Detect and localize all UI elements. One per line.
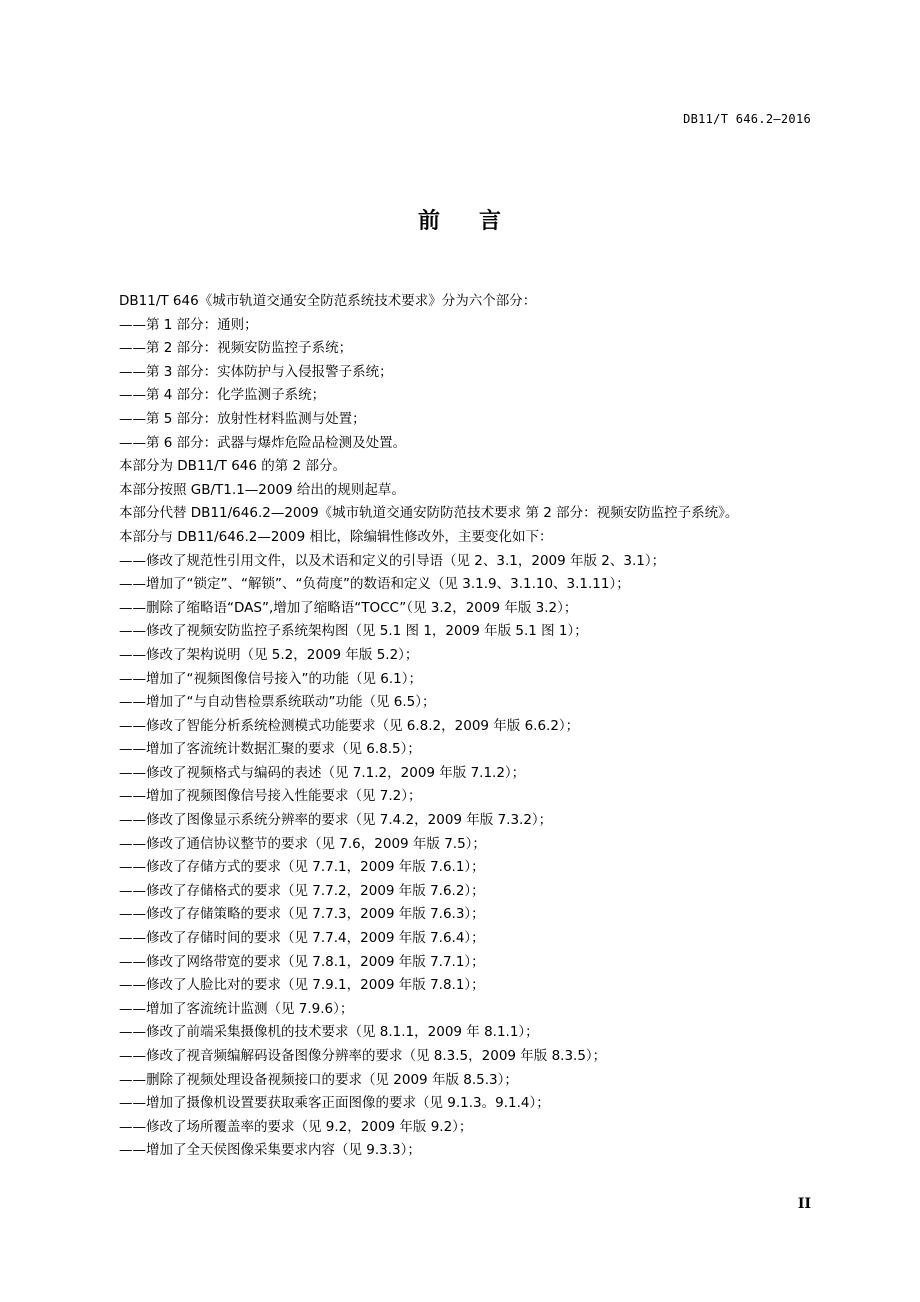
page-title-char-2: 言 (479, 209, 503, 234)
text-line: 本部分代替 DB11/646.2—2009《城市轨道交通安防防范技术要求 第 2 部分：视频安防监控子系统》。 (119, 505, 739, 522)
text-line: 本部分与 DB11/646.2—2009 相比，除编辑性修改外，主要变化如下： (119, 528, 553, 545)
text-line: ——增加了视频图像信号接入性能要求（见 7.2）； (119, 788, 422, 805)
text-line: ——删除了缩略语“DAS”,增加了缩略语“TOCC”（见 3.2，2009 年版 3.2）； (119, 599, 578, 616)
text-line: 本部分按照 GB/T1.1—2009 给出的规则起草。 (119, 481, 405, 498)
text-line: DB11/T 646《城市轨道交通安全防范系统技术要求》分为六个部分： (119, 293, 537, 309)
text-line: ——增加了“与自动售检票系统联动”功能（见 6.5）； (119, 694, 436, 711)
text-line: ——修改了存储时间的要求（见 7.7.4，2009 年版 7.6.4）； (119, 930, 485, 947)
text-line: ——修改了智能分析系统检测模式功能要求（见 6.8.2，2009 年版 6.6.2）； (119, 717, 580, 734)
page-number: II (797, 1196, 811, 1212)
text-line: ——修改了图像显示系统分辨率的要求（见 7.4.2，2009 年版 7.3.2）； (119, 812, 553, 829)
text-line: ——第 2 部分：视频安防监控子系统； (119, 340, 353, 357)
text-line: ——修改了视音频编解码设备图像分辨率的要求（见 8.3.5，2009 年版 8.3.5）； (119, 1048, 607, 1064)
text-line: ——删除了视频处理设备视频接口的要求（见 2009 年版 8.5.3）； (119, 1071, 518, 1088)
page-title-char-1: 前 (417, 209, 441, 234)
text-line: ——修改了人脸比对的要求（见 7.9.1，2009 年版 7.8.1）； (119, 977, 485, 994)
text-line: ——修改了网络带宽的要求（见 7.8.1，2009 年版 7.7.1）； (119, 953, 485, 970)
text-line: ——修改了存储格式的要求（见 7.7.2，2009 年版 7.6.2）； (119, 882, 485, 899)
text-line: ——增加了客流统计监测（见 7.9.6）； (119, 1000, 354, 1017)
text-line: ——第 1 部分：通则； (119, 316, 258, 333)
text-line: ——修改了场所覆盖率的要求（见 9.2，2009 年版 9.2）； (119, 1118, 473, 1135)
text-line: ——修改了存储策略的要求（见 7.7.3，2009 年版 7.6.3）； (119, 906, 485, 923)
foreword-body (119, 290, 839, 1163)
page-title (0, 204, 920, 235)
text-line: ——第 3 部分：实体防护与入侵报警子系统； (119, 363, 393, 380)
text-line: ——修改了前端采集摄像机的技术要求（见 8.1.1，2009 年 8.1.1）； (119, 1024, 539, 1041)
text-line: ——修改了视频格式与编码的表述（见 7.1.2，2009 年版 7.1.2）； (119, 764, 526, 781)
text-line: ——第 6 部分：武器与爆炸危险品检测及处置。 (119, 434, 407, 451)
text-line: ——增加了全天侯图像采集要求内容（见 9.3.3）； (119, 1142, 421, 1159)
text-line: ——第 5 部分：放射性材料监测与处置； (119, 410, 366, 427)
text-line: 本部分为 DB11/T 646 的第 2 部分。 (119, 458, 346, 475)
text-line: ——增加了摄像机设置要获取乘客正面图像的要求（见 9.1.3。9.1.4）； (119, 1095, 550, 1112)
text-line: ——第 4 部分：化学监测子系统； (119, 387, 326, 404)
text-line: ——修改了通信协议整节的要求（见 7.6，2009 年版 7.5）； (119, 835, 486, 852)
document-code: DB11/T 646.2—2016 (683, 112, 811, 126)
text-line: ——修改了存储方式的要求（见 7.7.1，2009 年版 7.6.1）； (119, 859, 485, 876)
text-line: ——增加了客流统计数据汇聚的要求（见 6.8.5）； (119, 741, 421, 758)
text-line: ——修改了视频安防监控子系统架构图（见 5.1 图 1，2009 年版 5.1 图 1）； (119, 623, 588, 640)
text-line: ——增加了“锁定”、“解锁”、“负荷度”的数语和定义（见 3.1.9、3.1.10、3.1.11）； (119, 576, 630, 593)
text-line: ——增加了“视频图像信号接入”的功能（见 6.1）； (119, 670, 422, 687)
text-line: ——修改了架构说明（见 5.2，2009 年版 5.2）； (119, 646, 419, 663)
text-line: ——修改了规范性引用文件，以及术语和定义的引导语（见 2、3.1，2009 年版 2、3.1）； (119, 552, 666, 569)
